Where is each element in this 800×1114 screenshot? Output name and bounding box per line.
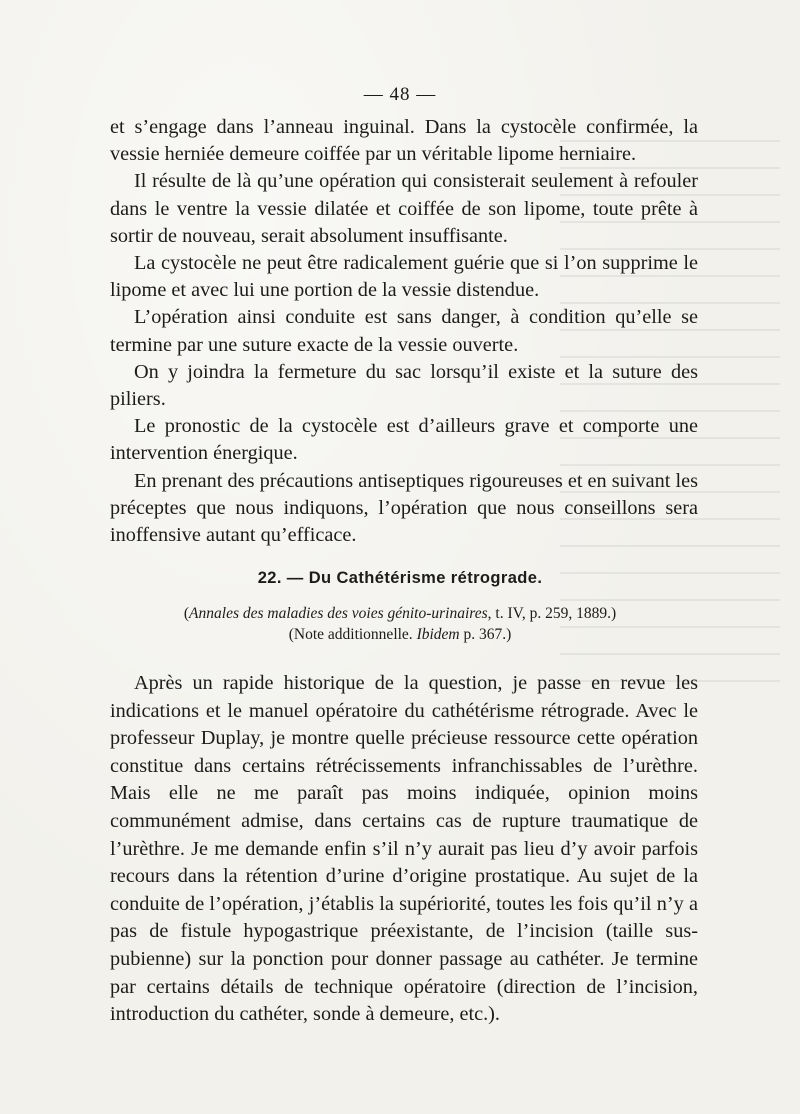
paragraph: Après un rapide historique de la question, je passe en revue les indications et le manuel opératoire du cathétérisme rétrograde. Avec le professeur Duplay, je montre quelle précieuse ressource cette opération constitue dans certains rétrécissements infranchissables de l’urèthre. Mais elle ne me paraît pas moins indiquée, opinion moins communément admise, dans certains cas de rupture traumatique de l’urèthre. Je me demande enfin s’il n’y aurait pas lieu d’y avoir parfois recours dans la rétention d’urine d’origine prostatique. Au sujet de la conduite de l’opération, j’établis la supériorité, toutes les fois qu’il n’y a pas de fistule hypogastrique préexistante, de l’incision (taille sus-pubienne) sur la ponction pour donner passage au cathéter. Je termine par certains détails de technique opératoire (direction de l’incision, introduction du cathéter, sonde à demeure, etc.).	[110, 672, 698, 1026]
section-heading: 22. — Du Cathétérisme rétrograde.	[257, 569, 543, 587]
paragraph: On y joindra la fermeture du sac lorsqu’il existe et la suture des piliers.	[110, 360, 698, 411]
citation-page: p. 367.)	[459, 626, 512, 643]
paragraph: L’opération ainsi conduite est sans danger, à condition qu’elle se termine par une suture exacte de la vessie ouverte.	[110, 306, 698, 356]
citation-details: , t. IV, p. 259, 1889.)	[487, 605, 617, 622]
citation-note: (Note additionnelle.	[288, 626, 417, 643]
citation-line-1	[0, 605, 800, 623]
citation-line-2	[0, 626, 800, 644]
paragraph: Le pronostic de la cystocèle est d’ailleurs grave et comporte une intervention énergique.	[110, 415, 698, 465]
page-number: — 48 —	[363, 84, 437, 105]
citation-journal: Annales des maladies des voies génito-urinaires	[189, 605, 488, 622]
citation-open: (	[183, 605, 190, 622]
paragraph: En prenant des précautions antiseptiques rigoureuses et en suivant les préceptes que nous indiquons, l’opération que nous conseillons sera inoffensive autant qu’efficace.	[110, 469, 698, 547]
paragraph: Il résulte de là qu’une opération qui consisterait seulement à refouler dans le ventre la vessie dilatée et coiffée de son lipome, toute prête à sortir de nouveau, serait absolument insuffisante.	[110, 170, 698, 247]
paragraph: La cystocèle ne peut être radicalement guérie que si l’on supprime le lipome et avec lui une portion de la vessie distendue.	[110, 252, 698, 302]
citation-ibidem: Ibidem	[416, 626, 460, 643]
section-body	[110, 670, 698, 1029]
top-text-block	[110, 114, 698, 549]
paragraph-continuation: et s’engage dans l’anneau inguinal. Dans la cystocèle confirmée, la vessie herniée demeure coiffée par un véritable lipome herniaire.	[110, 116, 698, 166]
